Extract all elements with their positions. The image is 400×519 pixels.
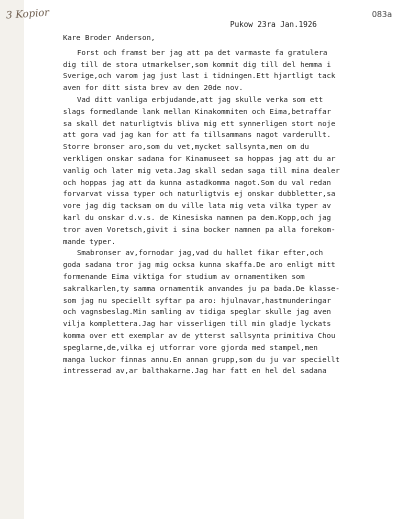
letter-line: forvarvat vissa typer och naturligtvis ej onskar dubbletter,sa — [63, 189, 336, 199]
letter-paragraph — [63, 247, 388, 377]
letter-line: mande typer. — [63, 236, 116, 246]
letter-line: intresserad av,ar balthakarne.Jag har fatt en hel del sadana — [63, 366, 327, 376]
letter-body — [63, 32, 388, 377]
letter-line: goda sadana tror jag mig ocksa kunna skaffa.De aro enligt mitt — [63, 260, 336, 270]
letter-line: verkligen onskar sadana for Kinamuseet sa hoppas jag att du ar — [63, 153, 336, 163]
letter-paragraph — [63, 47, 388, 94]
letter-paragraph — [63, 32, 388, 44]
letter-line: tror aven Voretsch,givit i sina bocker namnen pa alla forekom- — [63, 224, 336, 234]
letter-line: att gora vad jag kan for att fa tillsammans nagot varderullt. — [63, 130, 331, 140]
letter-line: slags formedlande lank mellan Kinakommiten och Eima,betraffar — [63, 106, 331, 116]
letter-line: dig till de stora utmarkelser,som kommit dig till del hemma i — [63, 59, 331, 69]
handwritten-note: 3 Kopior — [5, 7, 50, 22]
letter-line: vanlig och later mig veta.Jag skall sedan saga till mina dealer — [63, 165, 340, 175]
letter-line: som jag nu speciellt syftar pa aro: hjulnavar,hastmunderingar — [63, 295, 331, 305]
letter-line: aven for ditt sista brev av den 20de nov. — [63, 83, 244, 93]
letter-line: speglarne,de,vilka ej utforrar vore gjorda med stampel,men — [63, 342, 318, 352]
letter-line: komma over ett exemplar av de ytterst sallsynta primitiva Chou — [63, 330, 336, 340]
letter-line: sa skall det naturligtvis bliva mig ett synnerligen stort noje — [63, 118, 336, 128]
letter-paragraph — [63, 94, 388, 247]
letter-line: Storre bronser aro,som du vet,mycket sallsynta,men om du — [63, 142, 310, 152]
letter-line: Forst och framst ber jag att pa det varmaste fa gratulera — [77, 47, 328, 57]
letter-line: vore jag dig tacksam om du ville lata mig veta vilka typer av — [63, 201, 331, 211]
letter-line: sakralkarlen,ty samma ornamentik anvandes ju pa bada.De klasse- — [63, 283, 340, 293]
letter-line: formenande Eima viktiga for studium av ornamentiken som — [63, 271, 305, 281]
letter-line: och hoppas jag att da kunna astadkomma nagot.Som du val redan — [63, 177, 331, 187]
letter-line: Sverige,och varom jag just last i tidningen.Ett hjartligt tack — [63, 71, 336, 81]
letter-line: Smabronser av,fornodar jag,vad du hallet fikar efter,och — [77, 248, 324, 258]
document-number: 083a — [371, 10, 392, 19]
letter-line: karl du onskar d.v.s. de Kinesiska namnen pa dem.Kopp,och jag — [63, 212, 331, 222]
letter-line: Kare Broder Anderson, — [63, 33, 156, 42]
letter-line: vilja komplettera.Jag har visserligen till min gladje lyckats — [63, 319, 331, 329]
letter-line: manga luckor finnas annu.En annan grupp,som du ju var speciellt — [63, 354, 340, 364]
letter-line: och vagnsbeslag.Min samling av tidiga speglar skulle jag aven — [63, 307, 331, 317]
letter-line: Vad ditt vanliga erbjudande,att jag skulle verka som ett — [77, 94, 324, 104]
dateline: Pukow 23ra Jan.1926 — [230, 20, 317, 29]
